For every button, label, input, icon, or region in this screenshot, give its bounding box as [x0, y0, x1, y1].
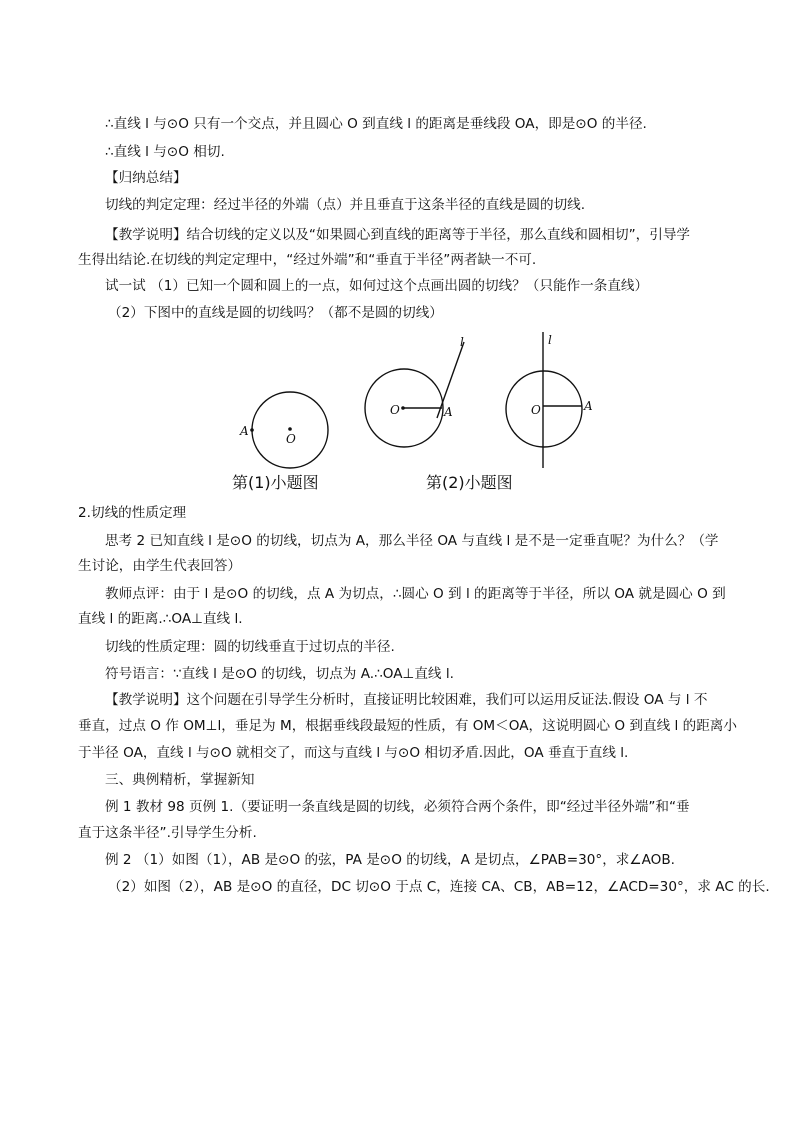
- label-o2: O: [390, 403, 400, 417]
- paragraph: ∴直线 l 与⊙O 相切.: [105, 144, 225, 160]
- figure-1: [239, 392, 328, 468]
- paragraph: 切线的判定定理：经过半径的外端（点）并且垂直于这条半径的直线是圆的切线.: [105, 197, 586, 213]
- paragraph: ∴直线 l 与⊙O 只有一个交点，并且圆心 O 到直线 l 的距离是垂线段 OA，即是⊙O 的半径.: [105, 116, 647, 132]
- paragraph: 【教学说明】结合切线的定义以及“如果圆心到直线的距离等于半径，那么直线和圆相切”，引导学: [105, 227, 691, 243]
- paragraph: 垂直，过点 O 作 OM⊥l，垂足为 M，根据垂线段最短的性质，有 OM＜OA，这说明圆心 O 到直线 l 的距离小: [78, 718, 737, 734]
- center-o2: [401, 406, 405, 410]
- label-l3: l: [548, 333, 552, 347]
- caption-figure-1: 第(1)小题图: [232, 473, 319, 492]
- paragraph: 符号语言：∵直线 l 是⊙O 的切线，切点为 A.∴OA⊥直线 l.: [105, 666, 454, 682]
- section-heading: 三、典例精析，掌握新知: [105, 772, 255, 788]
- label-l2: l: [460, 335, 464, 349]
- paragraph: 例 2 （1）如图（1），AB 是⊙O 的弦，PA 是⊙O 的切线，A 是切点，∠PAB=30°，求∠AOB.: [105, 852, 675, 868]
- section-heading: 【归纳总结】: [105, 170, 187, 186]
- section-heading: 2.切线的性质定理: [78, 505, 187, 521]
- label-a3: A: [584, 399, 593, 413]
- caption-figure-2: 第(2)小题图: [426, 473, 513, 492]
- label-o1: O: [286, 432, 296, 446]
- label-a2: A: [444, 405, 453, 419]
- paragraph: 直于这条半径”.引导学生分析.: [78, 825, 257, 841]
- label-o3: O: [531, 403, 541, 417]
- center-o1: [288, 427, 292, 431]
- paragraph: 教师点评：由于 l 是⊙O 的切线，点 A 为切点，∴圆心 O 到 l 的距离等于半径，所以 OA 就是圆心 O 到: [105, 586, 726, 602]
- figure-3: [506, 332, 593, 468]
- paragraph: 思考 2 已知直线 l 是⊙O 的切线，切点为 A，那么半径 OA 与直线 l 是不是一定垂直呢？为什么？（学: [105, 533, 719, 549]
- paragraph: 试一试 （1）已知一个圆和圆上的一点，如何过这个点画出圆的切线？（只能作一条直线）: [105, 278, 649, 294]
- paragraph: （2）下图中的直线是圆的切线吗？（都不是圆的切线）: [108, 305, 443, 321]
- paragraph: 生得出结论.在切线的判定定理中，“经过外端”和“垂直于半径”两者缺一不可.: [78, 252, 537, 268]
- paragraph: 切线的性质定理：圆的切线垂直于过切点的半径.: [105, 639, 395, 655]
- paragraph: 生讨论，由学生代表回答）: [78, 558, 242, 574]
- figure-2: [365, 335, 464, 447]
- paragraph: 直线 l 的距离.∴OA⊥直线 l.: [78, 611, 243, 627]
- paragraph: （2）如图（2），AB 是⊙O 的直径，DC 切⊙O 于点 C，连接 CA、CB，AB=12，∠ACD=30°，求 AC 的长.: [108, 879, 770, 895]
- paragraph: 【教学说明】这个问题在引导学生分析时，直接证明比较困难，我们可以运用反证法.假设 OA 与 l 不: [105, 692, 708, 708]
- point-a1: [250, 428, 254, 432]
- paragraph: 例 1 教材 98 页例 1.（要证明一条直线是圆的切线，必须符合两个条件，即“经过半径外端”和“垂: [105, 799, 690, 815]
- paragraph: 于半径 OA，直线 l 与⊙O 就相交了，而这与直线 l 与⊙O 相切矛盾.因此，OA 垂直于直线 l.: [78, 745, 629, 761]
- label-a1: A: [240, 424, 249, 438]
- circle-3: [506, 371, 582, 447]
- circle-figures: [226, 330, 626, 498]
